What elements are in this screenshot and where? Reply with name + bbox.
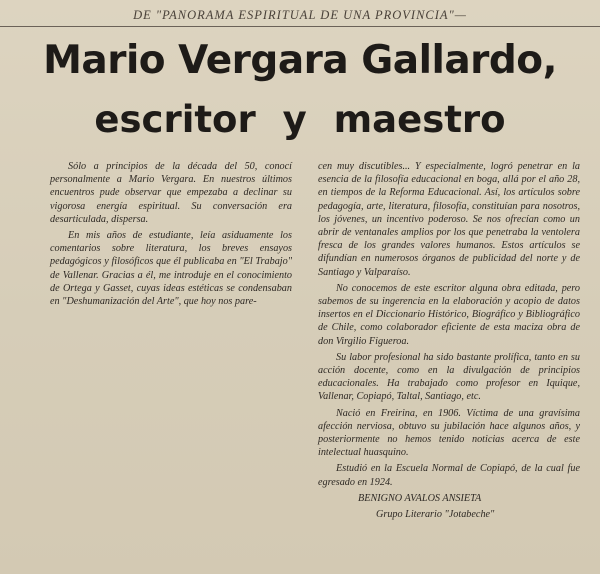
headline-line-2: escritor y maestro	[94, 98, 506, 141]
right-paragraph-4: Nació en Freirina, en 1906. Víctima de una gravísima afección nerviosa, obtuvo su jubilación hace algunos años, y posteriormente no hemos tenido noticias acerca de este intelectual huasquino.	[318, 407, 580, 459]
top-rule	[0, 26, 600, 27]
right-column	[318, 160, 580, 524]
author-group: Grupo Literario "Jotabeche"	[376, 509, 495, 521]
right-paragraph-5: Estudió en la Escuela Normal de Copiapó, de la cual fue egresado en 1924.	[318, 463, 580, 488]
left-column	[50, 160, 292, 311]
author-name: BENIGNO AVALOS ANSIETA	[358, 492, 482, 504]
left-paragraph-2: En mis años de estudiante, leía asiduamente los comentarios sobre literatura, los breves ensayos pedagógicos y filosóficos que él publicaba en "El Trabajo" de Vallenar. Gracias a él, me introduje en el conocimiento de Ortega y Gasset, cuyas ideas estéticas se condensaban en "Deshumanización del Arte", que hoy nos pare-	[50, 230, 292, 308]
headline-line-1: Mario Vergara Gallardo,	[43, 38, 557, 83]
left-paragraph-1: Sólo a principios de la década del 50, conocí personalmente a Mario Vergara. En nuestros últimos encuentros pude observar que empezaba a declinar su vigorosa energía espiritual. Su conversación era desarticulada, dispersa.	[50, 161, 292, 225]
right-paragraph-2: No conocemos de este escritor alguna obra editada, pero sabemos de su ingerencia en la elaboración y acopio de datos insertos en el Diccionario Histórico, Biográfico y Bibliográfico de Chile, como colaborador eficiente de esta maciza obra de don Virgilio Figueroa.	[318, 282, 580, 347]
kicker-line: DE "PANORAMA ESPIRITUAL DE UNA PROVINCIA"—	[133, 8, 467, 22]
right-paragraph-3: Su labor profesional ha sido bastante prolífica, tanto en su acción docente, como en la divulgación de principios educacionales. Ha trabajado como profesor en Iquique, Vallenar, Copiapó, Taltal, Santiago, etc.	[318, 351, 580, 403]
right-paragraph-1: cen muy discutibles... Y especialmente, logró penetrar en la esencia de la filosofía educacional en boga, allá por el año 28, en tiempos de la Reforma Educacional. Así, los artículos sobre pedagogía, arte, literatura, filosofía, constituían para nosotros, los jóvenes, un incentivo poderoso. Se nos ofrecían como un abrir de ventanales amplios por los que penetraba la ventolera fresca de los grandes valores humanos. Estos artículos se difundían en numerosos órganos de publicidad del norte y de Santiago y Valparaíso.	[318, 161, 580, 278]
